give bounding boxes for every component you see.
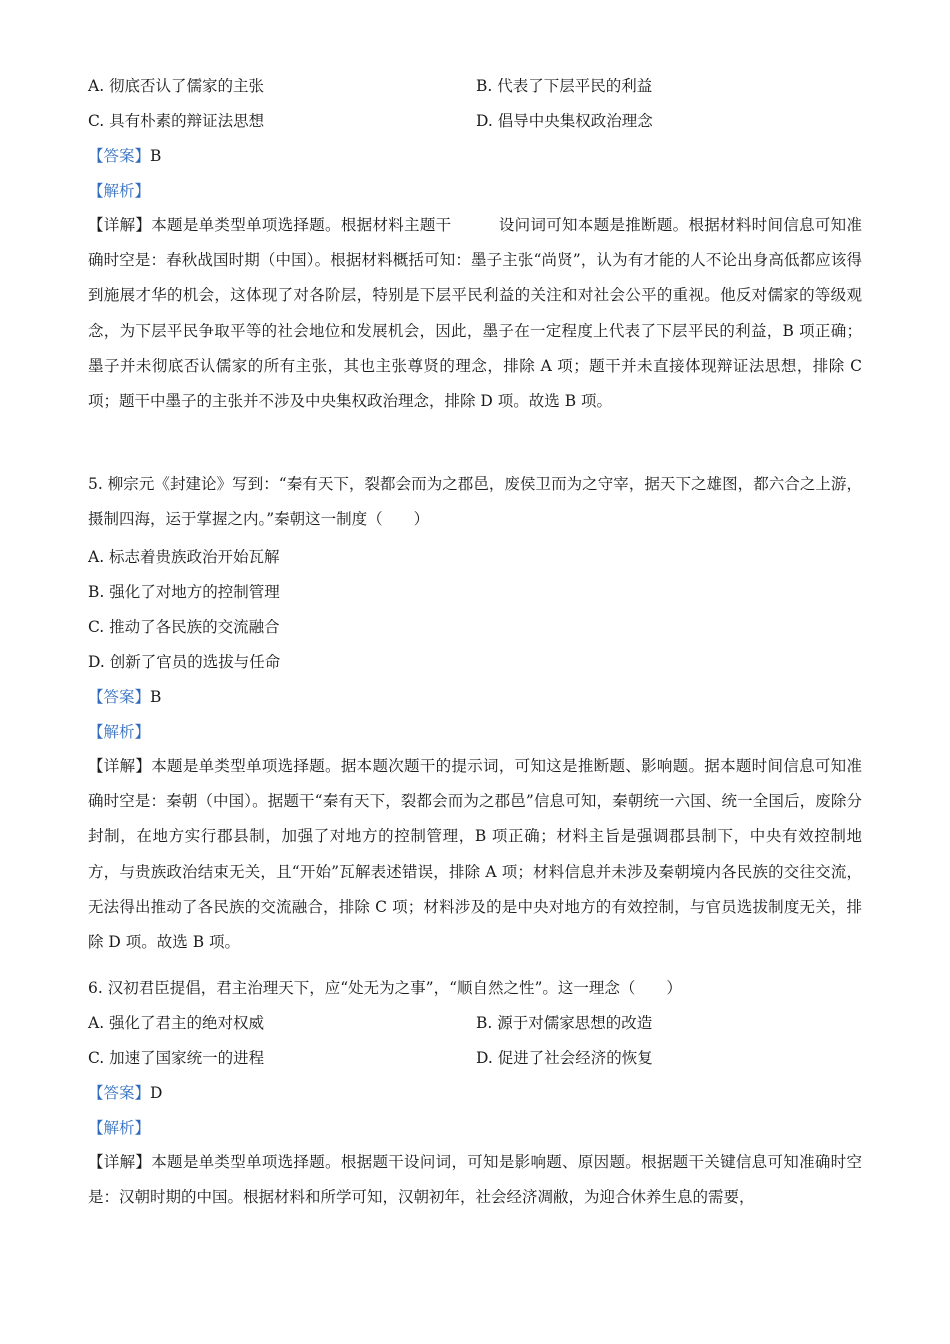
q5-option-c: C. 推动了各民族的交流融合 xyxy=(88,618,280,636)
analysis-tag: 【解析】 xyxy=(88,1119,151,1137)
q4-option-b: B. 代表了下层平民的利益 xyxy=(476,77,653,95)
q4-option-d: D. 倡导中央集权政治理念 xyxy=(476,112,653,130)
detail-text: 本题是单类型单项选择题。根据材料主题干 设问词可知本题是推断题。根据材料时间信息可知准确时空是：春秋战国时期（中国）。根据材料概括可知：墨子主张“尚贤”，认为有才能的人不论出身高低都应该得到施展才华的机会，这体现了对各阶层，特别是下层平民利益的关注和对社会公平的重视。他反对儒家的等级观念，为下层平民争取平等的社会地位和发展机会，因此，墨子在一定程度上代表了下层平民的利益，B 项正确；墨子并未彻底否认儒家的所有主张，其也主张尊贤的理念，排除 A 项；题干并未直接体现辩证法思想，排除 C 项；题干中墨子的主张并不涉及中央集权政治理念，排除 D 项。故选 B 项。 xyxy=(88,216,862,411)
q6-detail xyxy=(88,1145,862,1215)
detail-tag: 【详解】 xyxy=(88,757,152,775)
q6-analysis-heading xyxy=(88,1118,150,1138)
q5-detail xyxy=(88,749,862,960)
analysis-tag: 【解析】 xyxy=(88,723,151,741)
q4-analysis-heading xyxy=(88,181,150,201)
q6-option-a: A. 强化了君主的绝对权威 xyxy=(88,1014,265,1032)
q6-stem: 6. 汉初君臣提倡，君主治理天下，应“处无为之事”，“顺自然之性”。这一理念（ ） xyxy=(88,979,682,997)
q4-option-c: C. 具有朴素的辩证法思想 xyxy=(88,112,265,130)
answer-tag: 【答案】 xyxy=(88,147,151,165)
q4-answer xyxy=(88,146,161,166)
answer-value: B xyxy=(150,688,162,706)
q4-option-a: A. 彻底否认了儒家的主张 xyxy=(88,77,265,95)
q5-stem: 5. 柳宗元《封建论》写到：“秦有天下，裂都会而为之郡邑，废侯卫而为之守宰，据天下之雄图，都六合之上游，摄制四海，运于掌握之内。”秦朝这一制度（ ） xyxy=(88,475,862,529)
q6-option-c: C. 加速了国家统一的进程 xyxy=(88,1049,265,1067)
detail-tag: 【详解】 xyxy=(88,216,152,234)
detail-tag: 【详解】 xyxy=(88,1153,152,1171)
q5-answer xyxy=(88,687,161,707)
q5-analysis-heading xyxy=(88,722,150,742)
answer-value: D xyxy=(150,1084,163,1102)
q6-option-d: D. 促进了社会经济的恢复 xyxy=(476,1049,653,1067)
q5-option-d: D. 创新了官员的选拔与任命 xyxy=(88,653,281,671)
q6-option-b: B. 源于对儒家思想的改造 xyxy=(476,1014,653,1032)
q6-answer xyxy=(88,1083,162,1103)
q4-detail xyxy=(88,208,862,419)
detail-text: 本题是单类型单项选择题。根据题干设问词，可知是影响题、原因题。根据题干关键信息可知准确时空是：汉朝时期的中国。根据材料和所学可知，汉朝初年，社会经济凋敝，为迎合休养生息的需要， xyxy=(88,1153,862,1207)
answer-tag: 【答案】 xyxy=(88,688,151,706)
answer-tag: 【答案】 xyxy=(88,1084,151,1102)
q5-option-a: A. 标志着贵族政治开始瓦解 xyxy=(88,548,280,566)
answer-value: B xyxy=(150,147,162,165)
detail-text: 本题是单类型单项选择题。据本题次题干的提示词，可知这是推断题、影响题。据本题时间信息可知准确时空是：秦朝（中国）。据题干“秦有天下，裂都会而为之郡邑”信息可知，秦朝统一六国、统一全国后，废除分封制，在地方实行郡县制，加强了对地方的控制管理，B 项正确；材料主旨是强调郡县制下，中央有效控制地方，与贵族政治结束无关，且“开始”瓦解表述错误，排除 A 项；材料信息并未涉及秦朝境内各民族的交往交流，无法得出推动了各民族的交流融合，排除 C 项；材料涉及的是中央对地方的有效控制，与官员选拔制度无关，排除 D 项。故选 B 项。 xyxy=(88,757,862,952)
q5-option-b: B. 强化了对地方的控制管理 xyxy=(88,583,280,601)
analysis-tag: 【解析】 xyxy=(88,182,151,200)
